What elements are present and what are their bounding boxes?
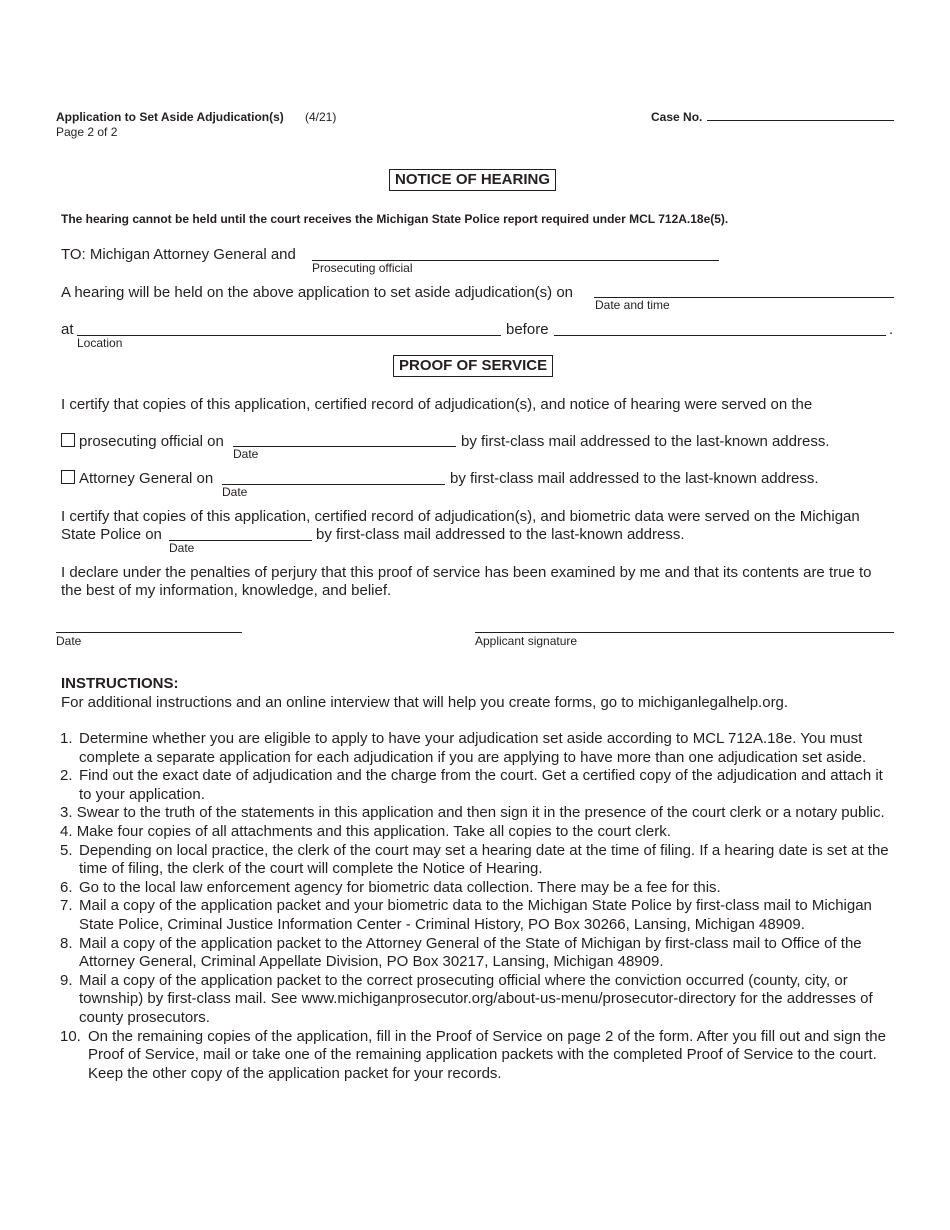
instruction-item: 1. Determine whether you are eligible to apply to have your adjudication set aside according to MCL 712A.18e. You must complete a separate application for each adjudication if you are applying to have more than one adjudication set aside. [60,730,867,766]
applicant-signature-caption: Applicant signature [475,634,578,648]
instruction-item: 3. Swear to the truth of the statements in this application and then sign it in the presence of the court clerk or a notary public. [60,804,885,822]
case-no-label: Case No. [651,110,703,124]
prosecuting-date-caption: Date [233,447,259,461]
prosecuting-official-caption: Prosecuting official [312,261,413,275]
location-field[interactable] [77,335,501,336]
msp-date-caption: Date [169,541,195,555]
before-label: before [506,321,549,338]
applicant-signature-field[interactable] [475,632,894,633]
to-prefix: TO: Michigan Attorney General and [61,246,296,263]
form-title: Application to Set Aside Adjudication(s) [56,110,284,124]
attorney-date-field[interactable] [222,484,445,485]
prosecuting-date-field[interactable] [233,446,456,447]
form-version: (4/21) [305,110,337,124]
instructions-heading: INSTRUCTIONS: [61,675,179,692]
certify-intro: I certify that copies of this application, certified record of adjudication(s), and notice of hearing were served on the [61,396,813,413]
location-caption: Location [77,336,123,350]
at-label: at [61,321,74,338]
signature-date-field[interactable] [56,632,242,633]
instructions-list [60,730,896,1083]
proof-heading: PROOF OF SERVICE [393,355,553,377]
declare-line1: I declare under the penalties of perjury that this proof of service has been examined by me and that its contents are true to [61,564,872,581]
msp-mail-suffix: by first-class mail addressed to the last-known address. [316,526,685,543]
instruction-item: 8. Mail a copy of the application packet to the Attorney General of the State of Michigan by first-class mail to Office of the Attorney General, Criminal Appellate Division, PO Box 30217, Lansing, Michigan 48909. [60,934,862,971]
attorney-label: Attorney General on [79,470,214,487]
attorney-general-checkbox[interactable] [61,470,75,484]
instruction-item: 7. Mail a copy of the application packet and your biometric data to the Michigan State Police by first-class mail to Michigan State Police, Criminal Justice Information Center - Criminal History, PO Box 30266, Lansing, Michigan 48909. [60,897,872,933]
prosecuting-official-checkbox[interactable] [61,433,75,447]
signature-date-caption: Date [56,634,82,648]
attorney-mail-suffix: by first-class mail addressed to the last-known address. [450,470,819,487]
instruction-item: 9. Mail a copy of the application packet to the correct prosecuting official where the conviction occurred (county, city, or township) by first-class mail. See www.michiganprosecutor.org/about-us-menu/prosecutor-directory for the addresses of county prosecutors. [60,971,873,1026]
instruction-item: 2. Find out the exact date of adjudication and the charge from the court. Get a certified copy of the adjudication and attach it to your application. [60,767,883,803]
notice-warning: The hearing cannot be held until the court receives the Michigan State Police report required under MCL 712A.18e(5). [61,212,729,226]
msp-line2-prefix: State Police on [61,526,162,543]
instruction-item: 4. Make four copies of all attachments and this application. Take all copies to the court clerk. [60,822,671,840]
prosecuting-label: prosecuting official on [79,433,224,450]
before-field[interactable] [554,335,886,336]
msp-line1: I certify that copies of this application, certified record of adjudication(s), and biometric data were served on the Michigan [61,508,860,525]
instruction-item: 10. On the remaining copies of the application, fill in the Proof of Service on page 2 of the form. After you fill out and sign the Proof of Service, mail or take one of the remaining application packets with the completed Proof of Service to the court. Keep the other copy of the application packet for your records. [60,1027,886,1082]
period: . [889,321,894,338]
declare-line2: the best of my information, knowledge, and belief. [61,582,392,599]
date-time-caption: Date and time [595,298,670,312]
page-label: Page 2 of 2 [56,125,118,139]
notice-heading: NOTICE OF HEARING [389,169,556,191]
hearing-text: A hearing will be held on the above application to set aside adjudication(s) on [61,284,574,301]
instructions-intro: For additional instructions and an online interview that will help you create forms, go to michiganlegalhelp.org. [61,694,789,711]
case-no-field[interactable] [707,120,894,121]
attorney-date-caption: Date [222,485,248,499]
prosecuting-mail-suffix: by first-class mail addressed to the last-known address. [461,433,830,450]
instruction-item: 6. Go to the local law enforcement agency for biometric data collection. There may be a fee for this. [60,878,721,896]
instruction-item: 5. Depending on local practice, the clerk of the court may set a hearing date at the time of filing. If a hearing date is set at the time of filing, the clerk of the court will complete the Notice of Hearing. [60,841,889,878]
